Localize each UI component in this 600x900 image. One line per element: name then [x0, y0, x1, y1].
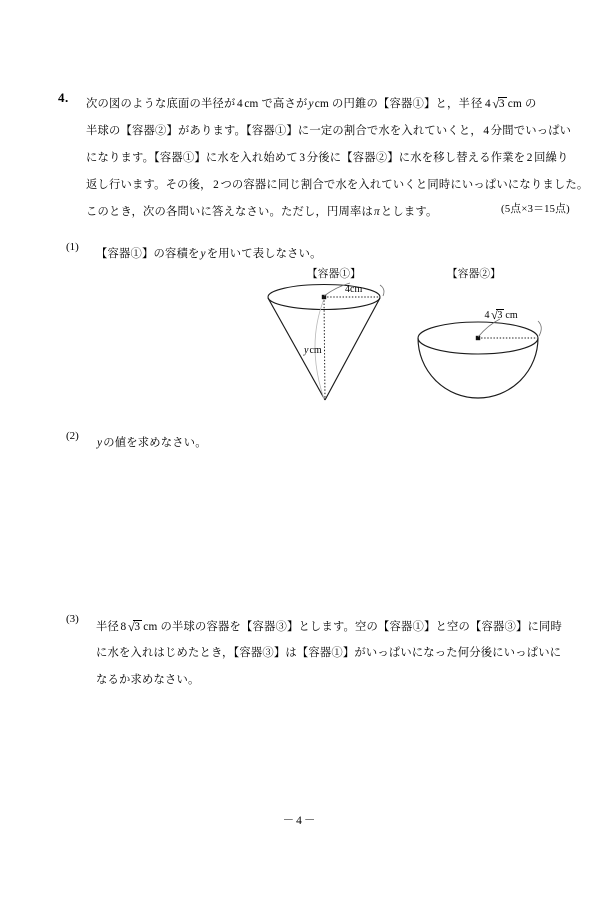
q1-text-e: cm の	[507, 98, 537, 110]
sq3-text-b: cm の半球の容器を【容器③】とします。空の【容器①】と空の【容器③】に同時	[143, 621, 562, 633]
radical-sign-icon: √	[491, 307, 498, 322]
sq2-text-b: の値を求めなさい。	[103, 437, 207, 449]
question-line-1	[86, 90, 570, 118]
radicand: 3	[498, 98, 505, 110]
q2-minutes: 4	[483, 125, 490, 137]
q1-height-variable: y	[308, 98, 314, 110]
cone-radius-label: 4cm	[345, 284, 363, 295]
cone-height-unit: cm	[309, 345, 322, 356]
q3-minutes: 3	[299, 152, 306, 164]
sq3-radius-coefficient: 8	[120, 621, 127, 633]
sq2-variable: y	[97, 437, 103, 449]
sq3-sqrt-expression	[128, 613, 143, 641]
q3-text-b: 分後に【容器②】に水を移し替える作業を	[306, 152, 526, 164]
hemisphere-radius-label	[483, 307, 518, 322]
cone-height-variable: y	[304, 345, 309, 356]
radicand: 3	[134, 621, 141, 633]
sq1-variable: y	[200, 248, 206, 260]
q5-text-b: とします。	[380, 206, 438, 218]
cone-height-dotted-line	[324, 297, 325, 400]
q2-text-b: 分間でいっぱい	[490, 125, 572, 137]
q2-text-a: 半球の【容器②】があります。【容器①】に一定の割合で水を入れていくと，	[86, 125, 482, 137]
figure-2-caption: 【容器②】	[447, 269, 501, 280]
containers-diagram	[250, 275, 570, 415]
question-body	[86, 90, 589, 226]
subquestion-2-label: (2)	[66, 430, 79, 442]
question-line-4	[86, 172, 589, 199]
subquestion-2-text	[96, 430, 207, 457]
cone-figure	[268, 283, 384, 400]
radical-sign-icon: √	[492, 96, 500, 111]
cone-right-slant	[325, 298, 380, 400]
hemisphere-radius-unit: cm	[505, 310, 518, 321]
hemisphere-sqrt-expression	[491, 307, 505, 322]
score-note: (5点×3＝15点)	[501, 204, 570, 215]
q4-text-b: つの容器に同じ割合で水を入れていくと同時にいっぱいになりました。	[220, 179, 589, 191]
q4-text-a: 返し行います。その後，	[86, 179, 212, 191]
q1-text-d: 半径	[458, 98, 484, 110]
subquestion-3-line-1	[96, 613, 562, 641]
pi-symbol: π	[373, 206, 380, 218]
radical-sign-icon: √	[127, 619, 135, 634]
question-line-3	[86, 145, 570, 172]
question-number: 4.	[58, 90, 69, 105]
subquestion-1-text	[96, 241, 322, 268]
hemisphere-bowl-outline	[418, 338, 538, 398]
radicand: 3	[497, 310, 503, 321]
q1-text-b: cm で高さが	[244, 98, 308, 110]
figures-group	[250, 275, 570, 415]
hemisphere-figure	[418, 319, 541, 398]
hemisphere-radius-coefficient: 4	[484, 310, 490, 321]
subquestion-3-label: (3)	[66, 613, 79, 625]
figure-1-caption: 【容器①】	[307, 269, 361, 280]
q1-radius-value: 4	[236, 98, 243, 110]
q3-repeat-count: 2	[526, 152, 533, 164]
cone-radius-leader-tail	[380, 285, 384, 296]
q5-text-a: このとき，次の各問いに答えなさい。ただし，円周率は	[86, 206, 373, 218]
sq1-text-b: を用いて表しなさい。	[206, 248, 322, 260]
q3-text-c: 回繰り	[534, 152, 569, 164]
q1-text-a: 次の図のような底面の半径が	[86, 98, 236, 110]
q4-container-count: 2	[213, 179, 219, 191]
question-line-5	[86, 199, 570, 226]
question-line-2	[86, 118, 570, 145]
q3-text-a: になります。【容器①】に水を入れ始めて	[86, 152, 298, 164]
sq1-text-a: 【容器①】の容積を	[96, 248, 200, 260]
hemisphere-radius-leader-tail	[538, 321, 541, 336]
cone-height-label	[303, 345, 322, 356]
q1-radius2-coefficient: 4	[484, 98, 491, 110]
q1-text-c: cm の円錐の【容器①】と，	[314, 98, 459, 110]
sq3-text-a: 半径	[96, 621, 119, 633]
square-root-expression	[492, 90, 507, 118]
subquestion-1-label: (1)	[66, 241, 79, 253]
page-number: －4－	[282, 815, 318, 827]
subquestion-3-line-2: に水を入れはじめたとき，【容器③】は【容器①】がいっぱいになった何分後にいっぱいに	[96, 647, 562, 659]
subquestion-3-line-3: なるか求めなさい。	[96, 674, 200, 686]
